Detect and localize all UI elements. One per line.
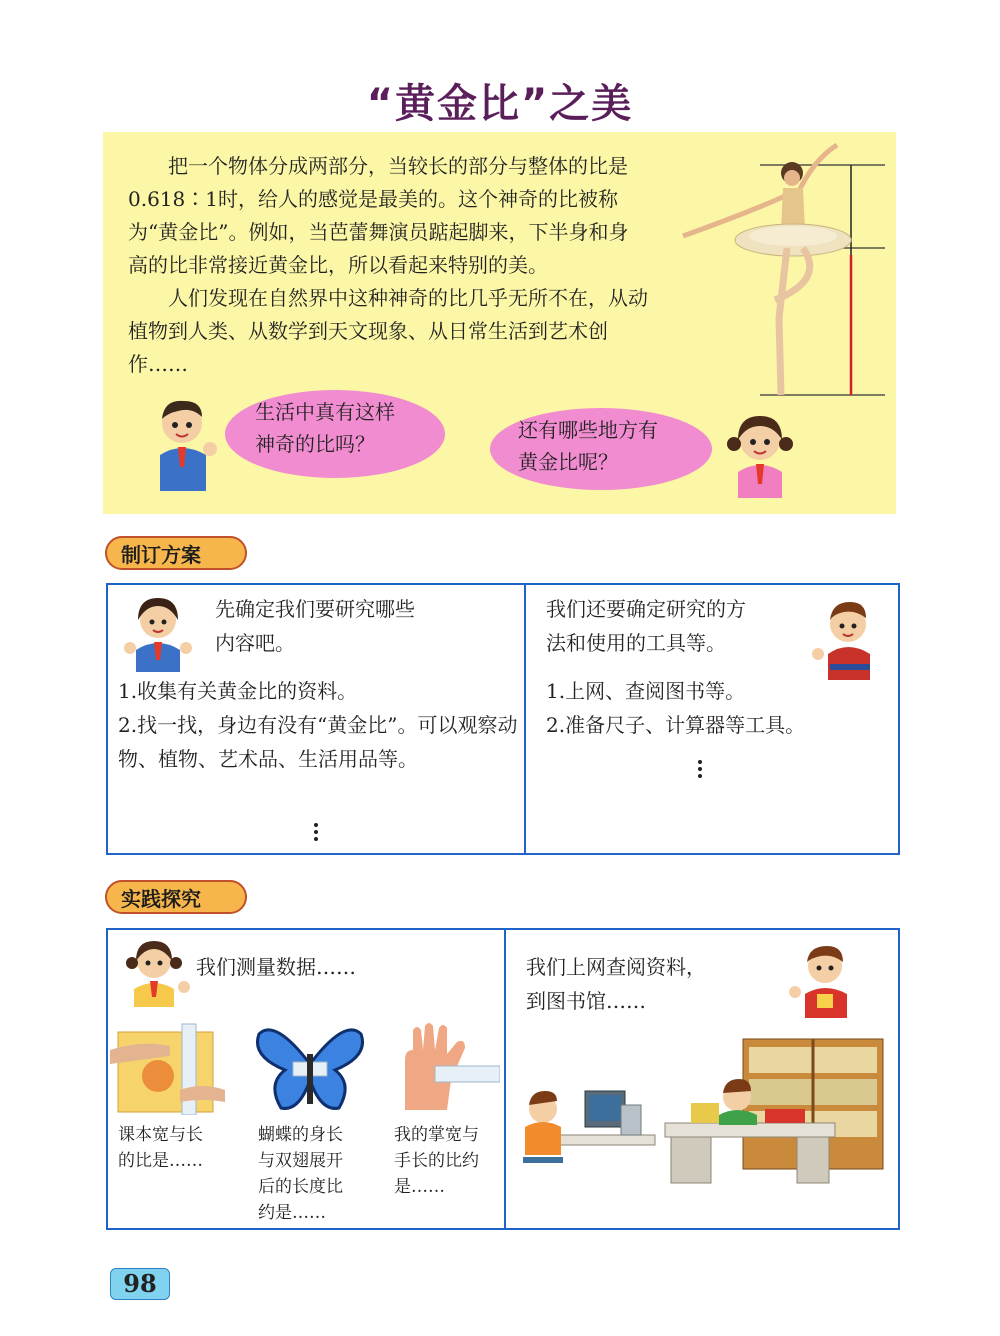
practice-right-speech-line-2: 到图书馆……	[526, 989, 646, 1013]
section-tab-practice: 实践探究	[105, 880, 247, 914]
girl-bubble-line-2: 黄金比呢？	[518, 450, 618, 474]
practice-left-speech: 我们测量数据……	[196, 955, 356, 979]
boy-character-practice	[785, 940, 861, 1018]
plan-left-speech-line-1: 先确定我们要研究哪些	[215, 597, 415, 621]
caption-hand-line-3: 是……	[394, 1177, 445, 1197]
intro-paragraph-1: 把一个物体分成两部分，当较长的部分与整体的比是0.618∶1时，给人的感觉是最美的。这个神奇的比被称为“黄金比”。例如，当芭蕾舞演员踮起脚来，下半身和身高的比非常接近黄金比，所以看起来特别的美。	[128, 154, 629, 277]
caption-book	[118, 1122, 238, 1174]
plan-left-speech	[215, 592, 515, 660]
boy-speech-bubble	[225, 390, 445, 478]
ballerina-illustration	[655, 140, 890, 402]
intro-paragraph-2: 人们发现在自然界中这种神奇的比几乎无所不在，从动植物到人类、从数学到天文现象、从日常生活到艺术创作……	[128, 286, 648, 376]
caption-book-line-1: 课本宽与长	[118, 1125, 203, 1145]
caption-book-line-2: 的比是……	[118, 1151, 203, 1171]
plan-left-list	[118, 674, 518, 776]
caption-butterfly	[258, 1122, 378, 1226]
caption-butterfly-line-3: 后的长度比	[258, 1177, 343, 1197]
girl-character-plan	[118, 592, 198, 672]
plan-right-speech	[546, 592, 816, 660]
practice-right-speech-line-1: 我们上网查阅资料，	[526, 955, 706, 979]
boy-bubble-line-2: 神奇的比吗？	[255, 432, 375, 456]
caption-hand-line-1: 我的掌宽与	[394, 1125, 479, 1145]
caption-butterfly-line-2: 与双翅展开	[258, 1151, 343, 1171]
plan-left-item-2: 2.找一找，身边有没有“黄金比”。可以观察动物、植物、艺术品、生活用品等。	[118, 713, 518, 771]
plan-left-speech-line-2: 内容吧。	[215, 631, 295, 655]
hand-ruler-photo	[385, 1020, 500, 1115]
ellipsis-vertical	[698, 757, 704, 781]
ellipsis-vertical	[314, 820, 320, 844]
girl-character-practice	[118, 935, 194, 1007]
plan-right-list	[546, 674, 886, 742]
page-title: “黄金比”之美	[366, 81, 634, 127]
plan-right-item-2: 2.准备尺子、计算器等工具。	[546, 713, 806, 737]
plan-right-speech-line-2: 法和使用的工具等。	[546, 631, 726, 655]
plan-right-item-1: 1.上网、查阅图书等。	[546, 679, 746, 703]
plan-left-item-1: 1.收集有关黄金比的资料。	[118, 679, 358, 703]
girl-bubble-line-1: 还有哪些地方有	[518, 418, 658, 442]
caption-hand	[394, 1122, 504, 1200]
practice-right-speech	[526, 950, 786, 1018]
butterfly-photo	[255, 1024, 365, 1116]
intro-text	[128, 150, 648, 381]
section-tab-plan: 制订方案	[105, 536, 247, 570]
boy-bubble-line-1: 生活中真有这样	[255, 400, 395, 424]
girl-speech-bubble	[490, 408, 712, 490]
boy-character	[148, 395, 220, 491]
book-measuring-photo	[110, 1020, 225, 1115]
caption-butterfly-line-4: 约是……	[258, 1203, 326, 1223]
caption-butterfly-line-1: 蝴蝶的身长	[258, 1125, 343, 1145]
library-scene-illustration	[515, 1035, 890, 1185]
page-number: 98	[110, 1268, 170, 1300]
boy-character-plan	[810, 596, 882, 680]
girl-character	[720, 410, 800, 498]
plan-right-speech-line-1: 我们还要确定研究的方	[546, 597, 746, 621]
caption-hand-line-2: 手长的比约	[394, 1151, 479, 1171]
